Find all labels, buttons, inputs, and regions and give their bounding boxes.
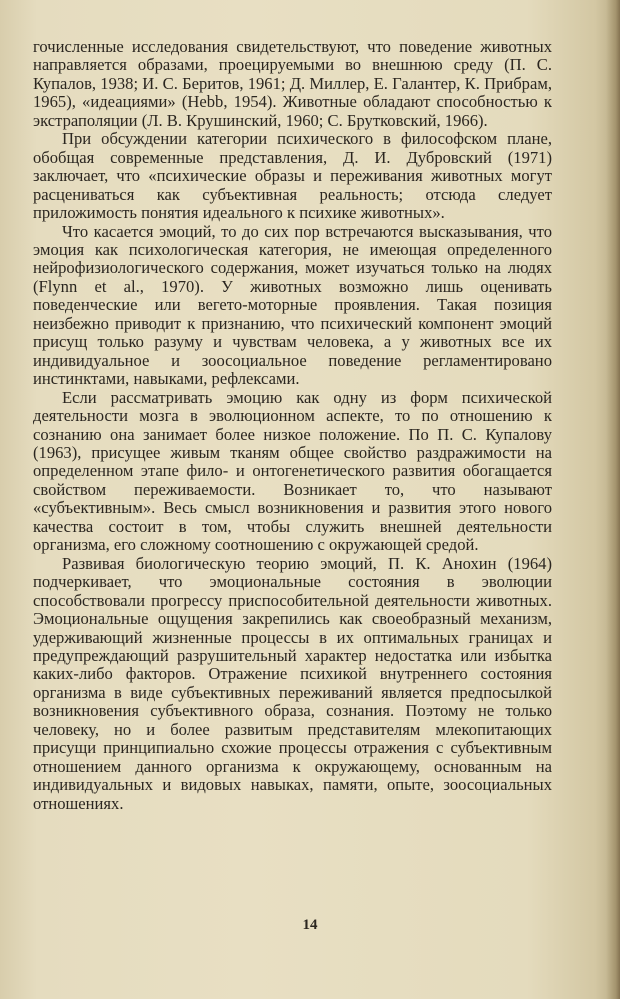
spine-shadow [606, 0, 620, 999]
page-number: 14 [302, 917, 318, 933]
paragraph: Развивая биологическую теорию эмоций, П. К. Анохин (1964) подчеркивает, что эмоциональные состояния в эволюции способствовали прогрессу приспособительной деятельности животных. Эмоциональные ощущения закрепились как своеобразный механизм, удерживающий жизненные процессы в их оптимальных границах и предупреждающий разрушительный характер недостатка или избытка каких-либо факторов. Отражение психикой внутреннего состояния организма в виде субъективных переживаний является предпосылкой возникновения субъективного образа, сознания. Поэтому не только человеку, но и более развитым представителям млекопитающих присущи принципиально схожие процессы отражения с субъективным отношением данного организма к окружающему, основанным на индивидуальных и видовых навыках, памяти, опыте, зоосоциальных отношениях. [33, 553, 552, 813]
paragraph: Если рассматривать эмоцию как одну из форм психической деятельности мозга в эволюционном аспекте, то по отношению к сознанию она занимает более низкое положение. По П. С. Купалову (1963), присущее живым тканям общее свойство раздражимости на определенном этапе фило- и онтогенетического развития обогащается свойством переживаемости. Возникает то, что называют «субъективным». Весь смысл возникновения и развития этого нового качества состоит в том, чтобы служить внешней деятельности организма, его сложному соотношению с окружающей средой. [33, 387, 552, 555]
paragraph: При обсуждении категории психического в философском плане, обобщая современные представления, Д. И. Дубровский (1971) заключает, что «психические образы и переживания животных могут расцениваться как субъективная реальность; отсюда следует приложимость понятия идеального к психике животных». [33, 129, 552, 223]
paragraph-continued: гочисленные исследования свидетельствуют, что поведение животных направляется образами, проецируемыми во внешнюю среду (П. С. Купалов, 1938; И. С. Беритов, 1961; Д. Миллер, Е. Галантер, К. Прибрам, 1965), «идеациями» (Hebb, 1954). Животные обладают способностью к экстраполяции (Л. В. Крушинский, 1960; С. Брутковский, 1966). [33, 37, 552, 130]
body-text [33, 38, 552, 813]
paragraph: Что касается эмоций, то до сих пор встречаются высказывания, что эмоция как психологическая категория, не имеющая определенного нейрофизиологического содержания, может изучаться только на людях (Flynn et al., 1970). У животных возможно лишь оценивать поведенческие или вегето-моторные проявления. Такая позиция неизбежно приводит к признанию, что психический компонент эмоций присущ только разуму и чувствам человека, а у животных все их индивидуальное и зоосоциальное поведение регламентировано инстинктами, навыками, рефлексами. [33, 221, 552, 389]
